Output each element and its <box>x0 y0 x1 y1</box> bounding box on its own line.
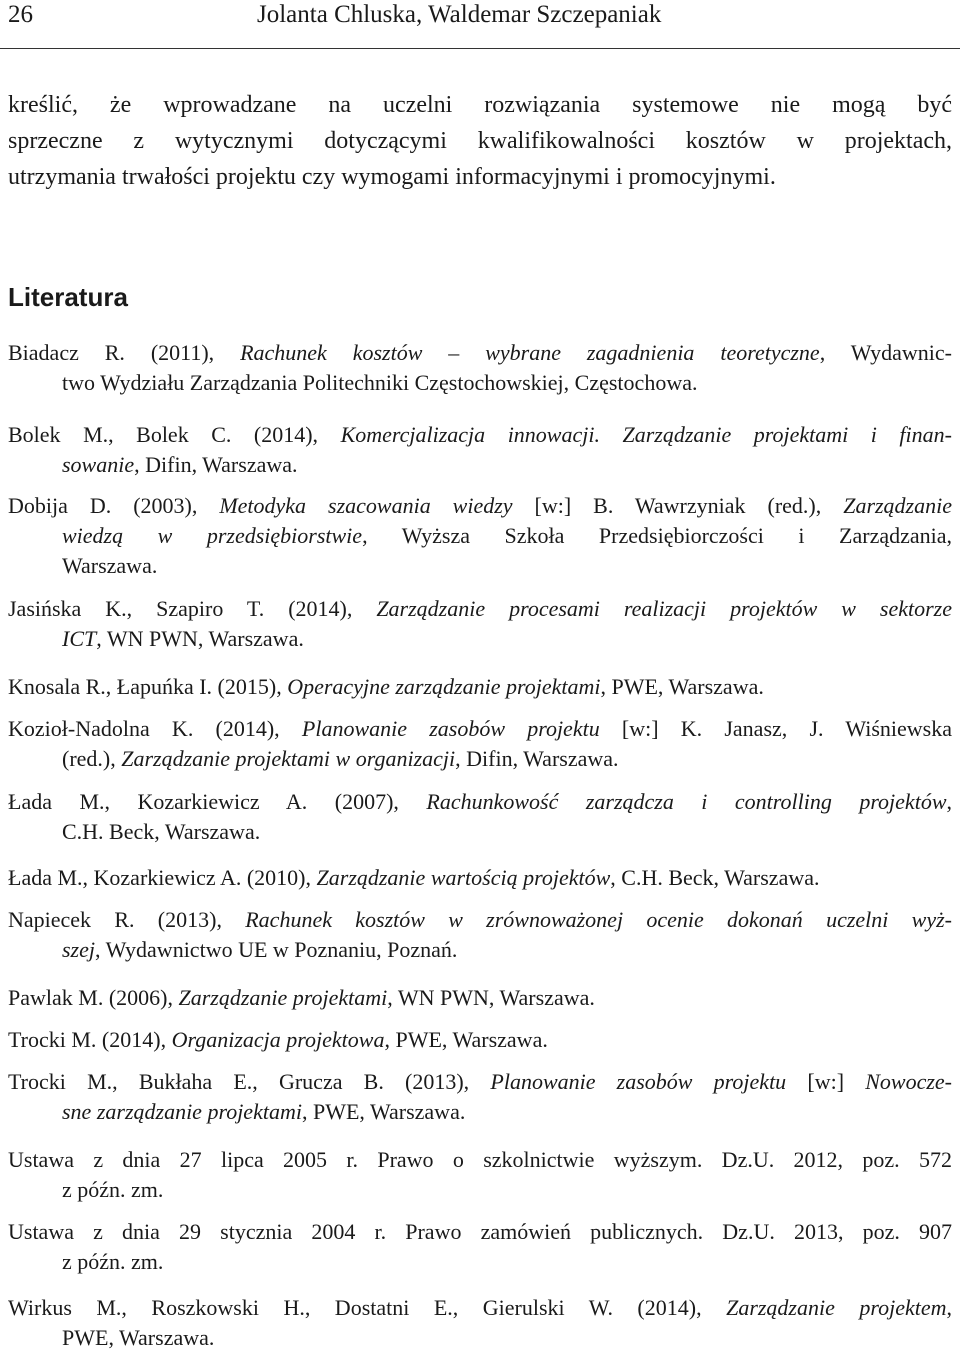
reference-title-text: Zarządzanie wartością projektów <box>316 865 611 890</box>
reference-entry <box>8 594 952 654</box>
reference-line <box>8 1175 952 1205</box>
reference-text: , Wydawnic- <box>819 340 952 365</box>
reference-text: , <box>946 789 952 814</box>
reference-text: [w:] <box>786 1069 866 1094</box>
running-head-authors: Jolanta Chluska, Waldemar Szczepaniak <box>257 1 662 28</box>
reference-text: , <box>946 1295 952 1320</box>
reference-text: , WN PWN, Warszawa. <box>96 626 304 651</box>
reference-text: Ustawa z dnia 29 stycznia 2004 r. Prawo zamówień publicznych. Dz.U. 2013, poz. 907 <box>8 1219 952 1244</box>
reference-text: z późn. zm. <box>62 1177 164 1202</box>
reference-line <box>8 817 952 847</box>
page-number: 26 <box>8 1 33 28</box>
reference-text: Warszawa. <box>62 553 158 578</box>
paragraph-line: sprzeczne z wytycznymi dotyczącymi kwalifikowalności kosztów w projektach, <box>8 128 952 154</box>
reference-text: Trocki M., Bukłaha E., Grucza B. (2013), <box>8 1069 491 1094</box>
reference-line <box>8 594 952 624</box>
reference-title-text: Komercjalizacja innowacji. Zarządzanie projektami i finan- <box>340 422 952 447</box>
reference-line <box>8 420 952 450</box>
section-heading-literatura: Literatura <box>8 282 128 312</box>
reference-text: , PWE, Warszawa. <box>384 1027 548 1052</box>
reference-title-text: Planowanie zasobów projektu <box>301 716 600 741</box>
reference-entry <box>8 1293 952 1353</box>
reference-title-text: Zarządzanie <box>843 493 952 518</box>
reference-line <box>8 624 952 654</box>
reference-line <box>8 744 952 774</box>
reference-title-text: sowanie <box>62 452 135 477</box>
reference-entry <box>8 1025 952 1055</box>
reference-text: Łada M., Kozarkiewicz A. (2007), <box>8 789 427 814</box>
reference-title-text: Metodyka szacowania wiedzy <box>219 493 513 518</box>
reference-text: C.H. Beck, Warszawa. <box>62 819 261 844</box>
reference-text: , C.H. Beck, Warszawa. <box>610 865 820 890</box>
reference-text: Wirkus M., Roszkowski H., Dostatni E., Gierulski W. (2014), <box>8 1295 727 1320</box>
reference-text: , Wyższa Szkoła Przedsiębiorczości i Zarządzania, <box>362 523 952 548</box>
reference-line <box>8 551 952 581</box>
reference-title-text: Rachunek kosztów – wybrane zagadnienia teoretyczne <box>240 340 820 365</box>
reference-entry <box>8 983 952 1013</box>
reference-entry <box>8 787 952 847</box>
reference-line <box>8 521 952 551</box>
reference-text: Pawlak M. (2006), <box>8 985 179 1010</box>
reference-text: (red.), <box>62 746 122 771</box>
reference-text: , WN PWN, Warszawa. <box>387 985 595 1010</box>
reference-entry <box>8 338 952 398</box>
reference-line <box>8 905 952 935</box>
reference-text: Łada M., Kozarkiewicz A. (2010), <box>8 865 317 890</box>
reference-title-text: Zarządzanie procesami realizacji projektów w sektorze <box>376 596 952 621</box>
reference-text: , Wydawnictwo UE w Poznaniu, Poznań. <box>95 937 458 962</box>
reference-entry <box>8 863 952 893</box>
reference-text: two Wydziału Zarządzania Politechniki Częstochowskiej, Częstochowa. <box>62 370 698 395</box>
reference-line <box>8 1247 952 1277</box>
reference-entry <box>8 1217 952 1277</box>
reference-text: Bolek M., Bolek C. (2014), <box>8 422 341 447</box>
reference-entry <box>8 420 952 480</box>
reference-title-text: Rachunek kosztów w zrównoważonej ocenie dokonań uczelni wyż- <box>245 907 952 932</box>
reference-text: Jasińska K., Szapiro T. (2014), <box>8 596 377 621</box>
reference-title-text: Nowocze- <box>865 1069 952 1094</box>
reference-entry <box>8 905 952 965</box>
reference-line <box>8 672 952 702</box>
paragraph-line: utrzymania trwałości projektu czy wymogami informacyjnymi i promocyjnymi. <box>8 164 776 190</box>
reference-title-text: Zarządzanie projektem <box>726 1295 947 1320</box>
reference-text: Knosala R., Łapuńka I. (2015), <box>8 674 288 699</box>
reference-text: [w:] B. Wawrzyniak (red.), <box>512 493 844 518</box>
reference-line <box>8 1323 952 1353</box>
reference-entry <box>8 491 952 581</box>
reference-title-text: wiedzą w przedsiębiorstwie <box>62 523 363 548</box>
reference-line <box>8 935 952 965</box>
reference-text: Trocki M. (2014), <box>8 1027 172 1052</box>
reference-text: z późn. zm. <box>62 1249 164 1274</box>
reference-entry <box>8 1145 952 1205</box>
reference-title-text: Organizacja projektowa <box>171 1027 385 1052</box>
reference-text: PWE, Warszawa. <box>62 1325 215 1350</box>
reference-line <box>8 787 952 817</box>
reference-text: , Difin, Warszawa. <box>455 746 619 771</box>
reference-line <box>8 1025 952 1055</box>
reference-title-text: Zarządzanie projektami w organizacji <box>121 746 456 771</box>
reference-line <box>8 491 952 521</box>
reference-text: Ustawa z dnia 27 lipca 2005 r. Prawo o szkolnictwie wyższym. Dz.U. 2012, poz. 572 <box>8 1147 952 1172</box>
reference-title-text: szej <box>62 937 95 962</box>
reference-title-text: Operacyjne zarządzanie projektami <box>287 674 601 699</box>
reference-line <box>8 1217 952 1247</box>
reference-line <box>8 338 952 368</box>
reference-entry <box>8 1067 952 1127</box>
reference-line <box>8 714 952 744</box>
reference-title-text: Planowanie zasobów projektu <box>490 1069 787 1094</box>
reference-text: Biadacz R. (2011), <box>8 340 241 365</box>
reference-line <box>8 368 952 398</box>
paragraph-line: kreślić, że wprowadzane na uczelni rozwiązania systemowe nie mogą być <box>8 92 952 118</box>
reference-line <box>8 863 952 893</box>
reference-title-text: Zarządzanie projektami <box>178 985 388 1010</box>
reference-text: , Difin, Warszawa. <box>134 452 298 477</box>
reference-text: , PWE, Warszawa. <box>301 1099 466 1124</box>
reference-line <box>8 450 952 480</box>
reference-text: Kozioł-Nadolna K. (2014), <box>8 716 302 741</box>
reference-title-text: sne zarządzanie projektami <box>62 1099 302 1124</box>
reference-line <box>8 983 952 1013</box>
reference-line <box>8 1067 952 1097</box>
reference-entry <box>8 672 952 702</box>
reference-title-text: Rachunkowość zarządcza i controlling projektów <box>426 789 947 814</box>
reference-line <box>8 1097 952 1127</box>
reference-title-text: ICT <box>62 626 97 651</box>
reference-text: Dobija D. (2003), <box>8 493 220 518</box>
reference-text: [w:] K. Janasz, J. Wiśniewska <box>599 716 952 741</box>
reference-text: Napiecek R. (2013), <box>8 907 246 932</box>
reference-text: , PWE, Warszawa. <box>600 674 764 699</box>
reference-entry <box>8 714 952 774</box>
reference-line <box>8 1145 952 1175</box>
reference-line <box>8 1293 952 1323</box>
